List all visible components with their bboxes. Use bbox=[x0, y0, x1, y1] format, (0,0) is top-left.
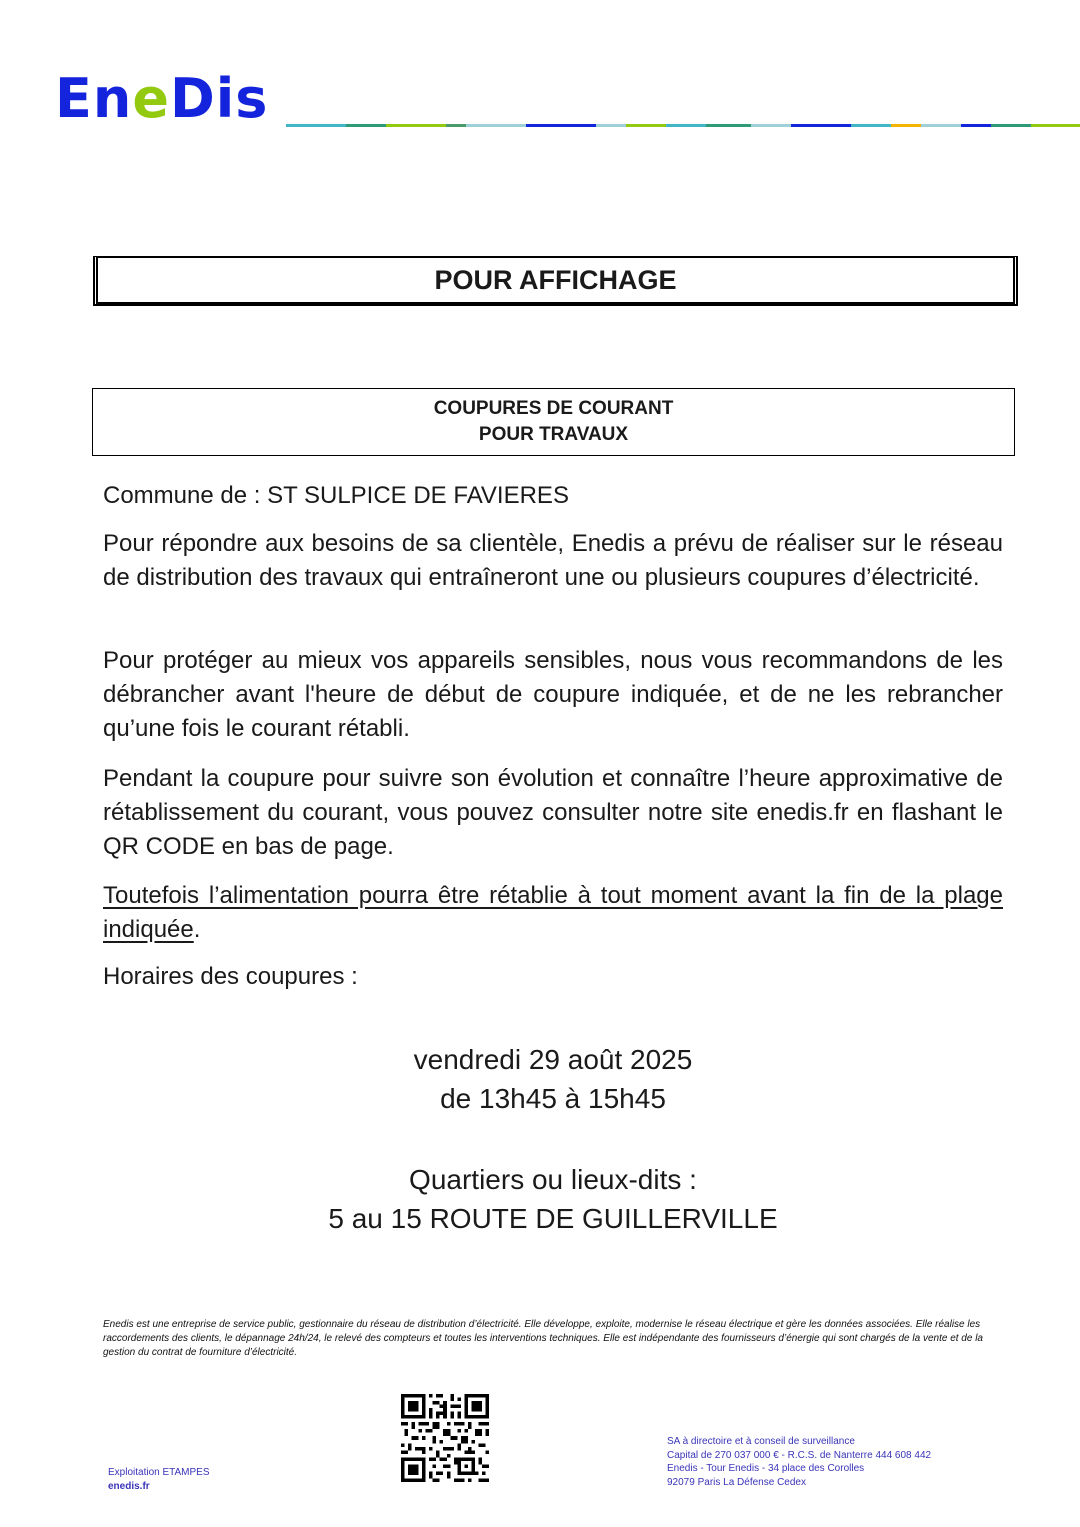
banner-title: POUR AFFICHAGE bbox=[434, 264, 677, 295]
footer-left bbox=[108, 1466, 210, 1494]
paragraph-tracking: Pendant la coupure pour suivre son évolution et connaître l’heure approximative de rétablissement du courant, vous pouvez consulter notre site enedis.fr en flashant le QR CODE en bas de page. bbox=[103, 765, 1003, 860]
qr-code-icon[interactable] bbox=[401, 1394, 489, 1482]
warning-underlined-text: Toutefois l’alimentation pourra être rétablie à tout moment avant la fin de la plage indiquée bbox=[103, 882, 1003, 943]
logo-wordmark: EneDis bbox=[55, 67, 269, 130]
schedule-block bbox=[0, 1040, 1080, 1118]
commune-line: Commune de : ST SULPICE DE FAVIERES bbox=[103, 482, 569, 509]
notice-title-line1: COUPURES DE COURANT bbox=[433, 398, 674, 419]
location-block bbox=[0, 1160, 1080, 1238]
schedule-label: Horaires des coupures : bbox=[103, 963, 358, 990]
footer-right bbox=[667, 1435, 931, 1489]
schedule-time: de 13h45 à 15h45 bbox=[440, 1083, 666, 1114]
legal-disclaimer: Enedis est une entreprise de service public, gestionnaire du réseau de distribution d’électricité. Elle développe, exploite, modernise le réseau électrique et gère les données associées. Elle réalise les raccordements des clients, le dépannage 24h/24, le relevé des compteurs et toutes les interventions techniques. Elle est indépendante des fournisseurs d’énergie qui sont chargés de la vente et de la gestion du contrat de fourniture d’électricité. bbox=[103, 1319, 983, 1358]
paragraph-recommendation: Pour protéger au mieux vos appareils sensibles, nous vous recommandons de les débrancher avant l'heure de début de coupure indiquée, et de ne les rebrancher qu’une fois le courant rétabli. bbox=[103, 647, 1003, 742]
footer-address-line1: Enedis - Tour Enedis - 34 place des Corolles bbox=[667, 1463, 865, 1474]
banner-pour-affichage bbox=[93, 256, 1018, 306]
location-value: 5 au 15 ROUTE DE GUILLERVILLE bbox=[328, 1203, 778, 1234]
paragraph-intro: Pour répondre aux besoins de sa clientèle, Enedis a prévu de réaliser sur le réseau de distribution des travaux qui entraîneront une ou plusieurs coupures d’électricité. bbox=[103, 530, 1003, 591]
footer-address-line2: 92079 Paris La Défense Cedex bbox=[667, 1476, 806, 1488]
footer-website-link[interactable]: enedis.fr bbox=[108, 1481, 150, 1492]
notice-title-line2: POUR TRAVAUX bbox=[478, 424, 629, 445]
schedule-date: vendredi 29 août 2025 bbox=[413, 1044, 693, 1075]
footer-capital: Capital de 270 037 000 € - R.C.S. de Nanterre 444 608 442 bbox=[667, 1449, 932, 1461]
footer-exploitation: Exploitation ETAMPES bbox=[108, 1467, 210, 1478]
brand-stripe bbox=[286, 124, 1080, 127]
enedis-logo bbox=[55, 67, 269, 130]
notice-title-box bbox=[92, 388, 1015, 456]
footer-company-type: SA à directoire et à conseil de surveillance bbox=[667, 1436, 855, 1447]
location-label: Quartiers ou lieux-dits : bbox=[409, 1164, 697, 1195]
paragraph-warning: Toutefois l’alimentation pourra être rétablie à tout moment avant la fin de la plage indiquée. bbox=[103, 882, 1003, 943]
